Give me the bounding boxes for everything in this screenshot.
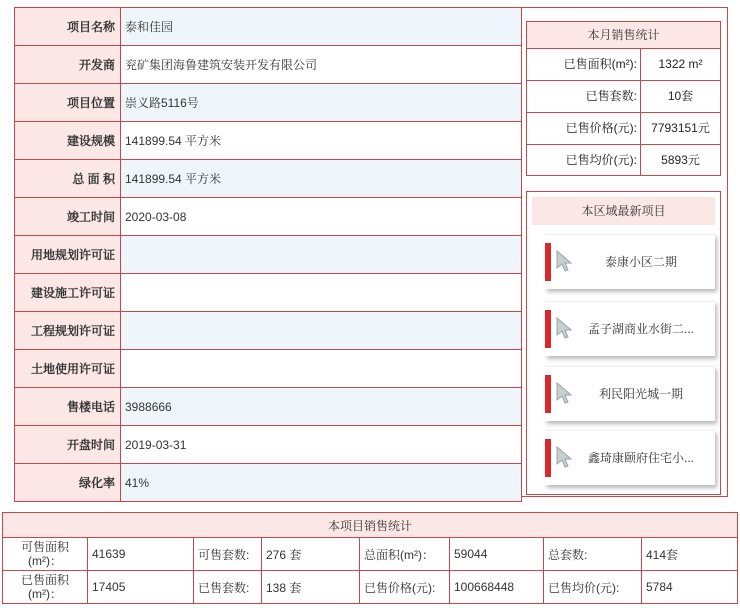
info-value: 3988666 bbox=[121, 388, 522, 426]
info-label: 竣工时间 bbox=[15, 198, 121, 236]
red-flag-icon bbox=[545, 310, 551, 348]
info-row-land-use-permit bbox=[15, 350, 522, 388]
sales-value: 5784 bbox=[642, 571, 738, 604]
info-value: 41% bbox=[121, 464, 522, 502]
info-value: 兖矿集团海鲁建筑安装开发有限公司 bbox=[121, 46, 522, 84]
stat-label: 已售面积(m²): bbox=[527, 49, 641, 80]
info-label: 绿化率 bbox=[15, 464, 121, 502]
info-row-name bbox=[15, 8, 522, 46]
info-value bbox=[121, 350, 522, 388]
info-label: 用地规划许可证 bbox=[15, 236, 121, 274]
latest-project-name: 利民阳光城一期 bbox=[598, 387, 683, 401]
info-row-scale bbox=[15, 122, 522, 160]
stat-label: 已售价格(元): bbox=[527, 113, 641, 144]
info-value: 崇义路5116号 bbox=[121, 84, 522, 122]
latest-projects-title: 本区域最新项目 bbox=[532, 197, 715, 225]
stat-row bbox=[527, 81, 720, 113]
info-row-construction-permit bbox=[15, 274, 522, 312]
info-row-developer bbox=[15, 46, 522, 84]
latest-project-name: 泰康小区二期 bbox=[604, 255, 677, 269]
info-row-opening bbox=[15, 426, 522, 464]
info-value: 141899.54 平方米 bbox=[121, 160, 522, 198]
stat-value: 10套 bbox=[667, 89, 694, 103]
sales-value: 276 套 bbox=[262, 538, 360, 571]
info-label: 开发商 bbox=[15, 46, 121, 84]
sales-label: 已售均价(元): bbox=[544, 571, 642, 604]
sales-label: 已售面积(m²)： bbox=[3, 571, 88, 604]
sales-label: 可售套数: bbox=[194, 538, 262, 571]
sales-value: 138 套 bbox=[262, 571, 360, 604]
sales-label: 已售套数: bbox=[194, 571, 262, 604]
monthly-stats-panel bbox=[526, 21, 721, 176]
sales-row-available bbox=[3, 538, 738, 571]
info-value: 141899.54 平方米 bbox=[121, 122, 522, 160]
stat-row bbox=[527, 113, 720, 145]
info-value: 2019-03-31 bbox=[121, 426, 522, 464]
sales-label: 已售价格(元): bbox=[360, 571, 450, 604]
info-row-planning-permit bbox=[15, 312, 522, 350]
project-sales-table bbox=[2, 512, 738, 604]
sales-value: 17405 bbox=[88, 571, 194, 604]
sales-label: 总面积(m²)： bbox=[360, 538, 450, 571]
stat-row bbox=[527, 145, 720, 176]
info-label: 土地使用许可证 bbox=[15, 350, 121, 388]
red-flag-icon bbox=[545, 439, 551, 477]
project-sales-title: 本项目销售统计 bbox=[3, 513, 738, 538]
red-flag-icon bbox=[545, 375, 551, 413]
info-label: 开盘时间 bbox=[15, 426, 121, 464]
sales-row-sold bbox=[3, 571, 738, 604]
latest-projects-panel bbox=[526, 191, 721, 495]
latest-project-link[interactable] bbox=[545, 430, 715, 485]
info-label: 建设施工许可证 bbox=[15, 274, 121, 312]
latest-project-name: 孟子湖商业水街二... bbox=[587, 322, 694, 336]
info-label: 项目位置 bbox=[15, 84, 121, 122]
latest-project-link[interactable] bbox=[545, 301, 715, 356]
info-label: 售楼电话 bbox=[15, 388, 121, 426]
latest-project-link[interactable] bbox=[545, 366, 715, 421]
info-row-greening bbox=[15, 464, 522, 502]
info-label: 工程规划许可证 bbox=[15, 312, 121, 350]
stat-row bbox=[527, 49, 720, 81]
stat-label: 已售套数: bbox=[527, 81, 641, 112]
info-label: 建设规模 bbox=[15, 122, 121, 160]
info-row-land-permit bbox=[15, 236, 522, 274]
info-value: 泰和佳园 bbox=[121, 8, 522, 46]
sales-value: 414套 bbox=[642, 538, 738, 571]
info-value bbox=[121, 236, 522, 274]
stat-value: 1322 m² bbox=[658, 57, 703, 71]
info-value: 2020-03-08 bbox=[121, 198, 522, 236]
stat-value: 5893元 bbox=[661, 153, 700, 167]
sales-value: 100668448 bbox=[450, 571, 544, 604]
monthly-stats-title: 本月销售统计 bbox=[527, 22, 720, 49]
latest-project-name: 鑫琦康颐府住宅小... bbox=[587, 451, 694, 465]
stat-value: 7793151元 bbox=[651, 121, 710, 135]
sales-value: 41639 bbox=[88, 538, 194, 571]
sales-value: 59044 bbox=[450, 538, 544, 571]
info-label: 总 面 积 bbox=[15, 160, 121, 198]
info-row-phone bbox=[15, 388, 522, 426]
sales-label: 可售面积(m²)： bbox=[3, 538, 88, 571]
stat-label: 已售均价(元): bbox=[527, 145, 641, 176]
latest-project-link[interactable] bbox=[545, 234, 715, 289]
project-info-table bbox=[14, 7, 522, 502]
info-label: 项目名称 bbox=[15, 8, 121, 46]
info-value bbox=[121, 274, 522, 312]
info-row-completion bbox=[15, 198, 522, 236]
info-row-location bbox=[15, 84, 522, 122]
sales-label: 总套数: bbox=[544, 538, 642, 571]
info-value bbox=[121, 312, 522, 350]
info-row-area bbox=[15, 160, 522, 198]
red-flag-icon bbox=[545, 243, 551, 281]
